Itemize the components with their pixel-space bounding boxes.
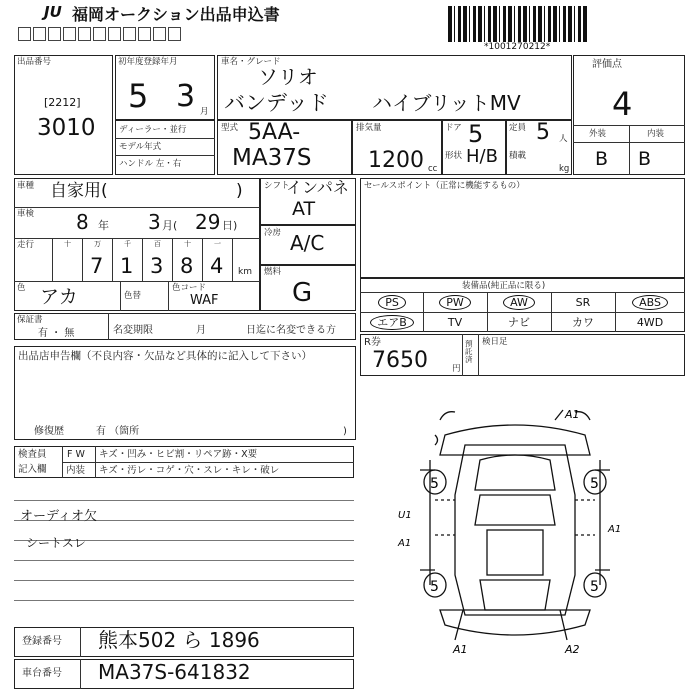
- registration-label: 初年度登録年月: [118, 57, 178, 67]
- mileage-digit: 7: [90, 254, 104, 278]
- grade-score-value: 4: [612, 85, 633, 123]
- reserve-unit: 円: [452, 364, 461, 374]
- equipment-leather: カワ: [572, 316, 594, 329]
- inspection-year-unit: 年: [98, 219, 109, 232]
- diagram-mark-top-right: A1: [565, 408, 580, 421]
- repair-history-label: 修復歴: [34, 426, 64, 437]
- mileage-place-label: 十: [64, 240, 71, 248]
- capacity-value: 5: [536, 120, 550, 145]
- inspection-label: 車検: [17, 209, 35, 219]
- mileage-digit: 8: [180, 254, 194, 278]
- shape-label: 形状: [445, 151, 463, 161]
- inspection-month-unit: 月(: [162, 219, 178, 232]
- name-change-label: 名変期限: [113, 325, 153, 336]
- diagram-mark-left-u1: U1: [398, 510, 412, 521]
- shift-value: インパネ: [286, 178, 349, 197]
- shift-value2: AT: [292, 198, 316, 220]
- grade-score-label: 評価点: [592, 59, 622, 70]
- equipment-tv: TV: [447, 316, 463, 329]
- inspector-label: 検査員: [18, 449, 47, 460]
- diagram-tire-rr: 5: [590, 579, 599, 595]
- lot-number-value: 3010: [37, 115, 96, 141]
- usage-close: ): [236, 181, 243, 201]
- displacement-label: 排気量: [356, 123, 382, 133]
- color-value: アカ: [40, 286, 78, 308]
- equipment-abs: ABS: [620, 297, 680, 308]
- color-code-value: WAF: [190, 293, 219, 308]
- mileage-place-label: 百: [154, 240, 161, 248]
- name-change-note: 日迄に名変できる方: [246, 325, 336, 336]
- deposit-label: 預託済: [465, 339, 473, 364]
- capacity-unit: 人: [559, 134, 568, 144]
- color-label: 色: [17, 283, 26, 293]
- plate-label: 登録番号: [22, 636, 62, 647]
- inspection-month: 3: [148, 210, 161, 234]
- model-sub-name: バンデッド: [224, 91, 329, 115]
- note-line-1: オーディオ欠: [20, 509, 97, 524]
- barcode: [448, 6, 588, 42]
- diagram-mark-right-a1: A1: [608, 524, 622, 535]
- mileage-place-label: 十: [184, 240, 191, 248]
- inspector-ext-items: キズ・凹み・ヒビ割・リペア跡・X要: [99, 449, 258, 460]
- warranty-yes-no: 有 ・ 無: [38, 328, 75, 339]
- equipment-4wd: 4WD: [636, 316, 664, 329]
- shift-label: シフト: [264, 181, 290, 191]
- diagram-mark-bottom-left: A1: [453, 643, 468, 656]
- name-change-month: 月: [196, 325, 206, 336]
- mileage-unit: km: [238, 267, 252, 277]
- fuel-value: G: [292, 278, 313, 308]
- diagram-mark-left-a1: A1: [398, 538, 412, 549]
- load-unit: kg: [559, 164, 570, 174]
- stamp-label: 検日足: [482, 337, 508, 347]
- equipment-aw: AW: [489, 297, 549, 308]
- reserve-label: R券: [364, 337, 381, 348]
- doors-label: ドア: [445, 123, 462, 133]
- interior-grade: B: [638, 148, 652, 170]
- equipment-airbag: エアB: [362, 317, 422, 328]
- repair-history-close: ): [343, 426, 347, 437]
- equipment-ps: PS: [362, 297, 422, 308]
- mileage-digit: 3: [150, 254, 164, 278]
- plate-value: 熊本502 ら 1896: [98, 628, 260, 652]
- shape-value: H/B: [466, 146, 498, 167]
- fuel-label: 燃料: [264, 267, 282, 277]
- equipment-sr: SR: [575, 296, 591, 309]
- displacement-value: 1200: [368, 148, 424, 173]
- form-title: 福岡オークション出品申込書: [72, 5, 280, 24]
- usage-label: 車種: [17, 181, 35, 191]
- mileage-place-label: 一: [214, 240, 221, 248]
- doors-value: 5: [468, 120, 484, 148]
- type-label: 型式: [221, 123, 239, 133]
- mileage-place-label: 万: [94, 240, 101, 248]
- inspection-day: 29: [195, 210, 221, 234]
- displacement-unit: cc: [428, 164, 438, 174]
- registration-year: 5: [128, 77, 149, 115]
- exterior-label: 外装: [589, 129, 607, 139]
- note-line-2: シートスレ: [26, 536, 86, 550]
- mileage-digit: 1: [120, 254, 134, 278]
- sales-point-label: セールスポイント（正常に機能するもの）: [364, 181, 525, 191]
- warranty-label: 保証書: [17, 315, 43, 325]
- sales-point-box: [360, 178, 685, 278]
- lot-number-label: 出品番号: [17, 57, 52, 67]
- exterior-grade: B: [595, 148, 609, 170]
- registration-month: 3: [176, 79, 196, 114]
- type-line2: MA37S: [232, 145, 312, 171]
- inspector-int-items: キズ・汚レ・コゲ・穴・スレ・キレ・破レ: [99, 465, 280, 476]
- equipment-label: 装備品(純正品に限る): [462, 281, 546, 291]
- inspection-year: 8: [76, 210, 89, 234]
- auction-logo: JU: [44, 3, 62, 21]
- mileage-place-label: 千: [124, 240, 131, 248]
- reserve-value: 7650: [372, 348, 428, 373]
- repaint-label: 色替: [124, 291, 142, 301]
- inspector-entry-label: 記入欄: [18, 464, 47, 475]
- model-name: ソリオ: [258, 65, 318, 89]
- color-code-label: 色コード: [172, 283, 207, 293]
- inspector-fw: F W: [67, 449, 85, 460]
- car-damage-diagram: [395, 400, 635, 660]
- report-label: 出品店申告欄（不良内容・欠品など具体的に記入して下さい）: [18, 350, 312, 362]
- ac-value: A/C: [290, 231, 325, 255]
- repair-history-value: 有 （箇所: [96, 426, 140, 437]
- chassis-value: MA37S-641832: [98, 660, 251, 684]
- handle-label: ハンドル 左・右: [119, 159, 182, 169]
- load-label: 積載: [509, 151, 527, 161]
- chassis-label: 車台番号: [22, 668, 62, 679]
- inspector-interior: 内装: [66, 465, 86, 476]
- type-line1: 5AA-: [248, 120, 301, 145]
- diagram-tire-rl: 5: [430, 579, 439, 595]
- model-grade: ハイブリットMV: [372, 91, 521, 115]
- capacity-label: 定員: [509, 123, 527, 133]
- usage-value: 自家用(: [50, 181, 108, 201]
- diagram-mark-bottom-right: A2: [565, 643, 580, 656]
- diagram-tire-fl: 5: [430, 476, 439, 492]
- model-label: 車名・グレード: [221, 57, 281, 67]
- model-year-label: モデル年式: [119, 142, 162, 152]
- equipment-pw: PW: [425, 297, 485, 308]
- mileage-digit: 4: [210, 254, 224, 278]
- mileage-label: 走行: [17, 240, 35, 250]
- ac-label: 冷房: [264, 228, 282, 238]
- lot-bracket-code: [2212]: [44, 96, 81, 109]
- diagram-tire-fr: 5: [590, 476, 599, 492]
- interior-label: 内装: [647, 129, 665, 139]
- inspection-day-unit: 日): [222, 219, 238, 232]
- barcode-number: *1001270212*: [484, 42, 551, 52]
- equipment-navi: ナビ: [508, 316, 530, 329]
- registration-month-unit: 月: [200, 107, 209, 117]
- dealer-label: ディーラー・並行: [119, 125, 187, 135]
